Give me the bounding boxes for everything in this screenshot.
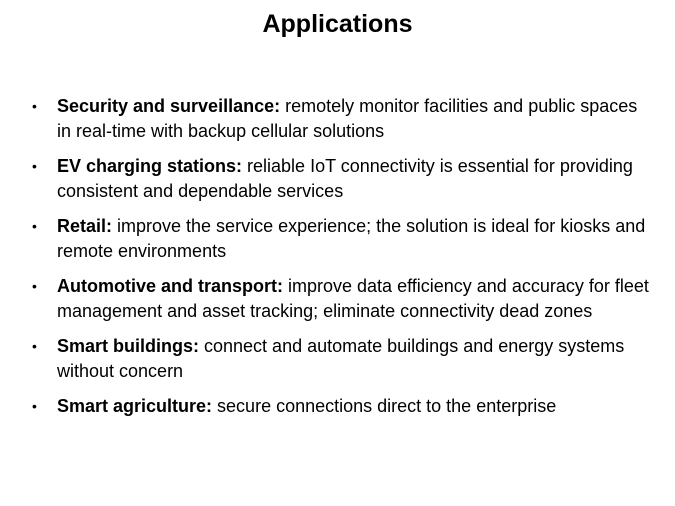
bullet-heading: EV charging stations: bbox=[57, 156, 243, 176]
slide-title: Applications bbox=[262, 10, 413, 38]
bullet-heading: Security and surveillance: bbox=[57, 96, 281, 116]
bullet-item-automotive bbox=[0, 274, 675, 324]
bullet-item-smart-buildings bbox=[0, 334, 675, 384]
bullet-item-retail bbox=[0, 214, 675, 264]
bullet-dot-icon: • bbox=[32, 158, 37, 174]
bullet-item-smart-agriculture bbox=[0, 394, 675, 419]
bullet-text: remotely monitor facilities and public spaces in real-time with backup cellular solutions bbox=[57, 96, 638, 141]
bullet-item-security bbox=[0, 94, 675, 144]
bullet-dot-icon: • bbox=[32, 398, 37, 414]
bullet-heading: Automotive and transport: bbox=[57, 276, 284, 296]
bullet-dot-icon: • bbox=[32, 338, 37, 354]
bullet-item-ev-charging bbox=[0, 154, 675, 204]
bullet-dot-icon: • bbox=[32, 98, 37, 114]
bullet-heading: Retail: bbox=[57, 216, 113, 236]
bullet-list bbox=[0, 94, 675, 429]
bullet-text: connect and automate buildings and energy systems without concern bbox=[57, 336, 625, 381]
bullet-heading: Smart buildings: bbox=[57, 336, 200, 356]
bullet-text: secure connections direct to the enterprise bbox=[212, 396, 557, 416]
bullet-heading: Smart agriculture: bbox=[57, 396, 213, 416]
bullet-text: improve the service experience; the solution is ideal for kiosks and remote environments bbox=[57, 216, 646, 261]
bullet-text: improve data efficiency and accuracy for fleet management and asset tracking; eliminate connectivity dead zones bbox=[57, 276, 649, 321]
bullet-dot-icon: • bbox=[32, 218, 37, 234]
bullet-text: reliable IoT connectivity is essential for providing consistent and dependable services bbox=[57, 156, 633, 201]
bullet-dot-icon: • bbox=[32, 278, 37, 294]
